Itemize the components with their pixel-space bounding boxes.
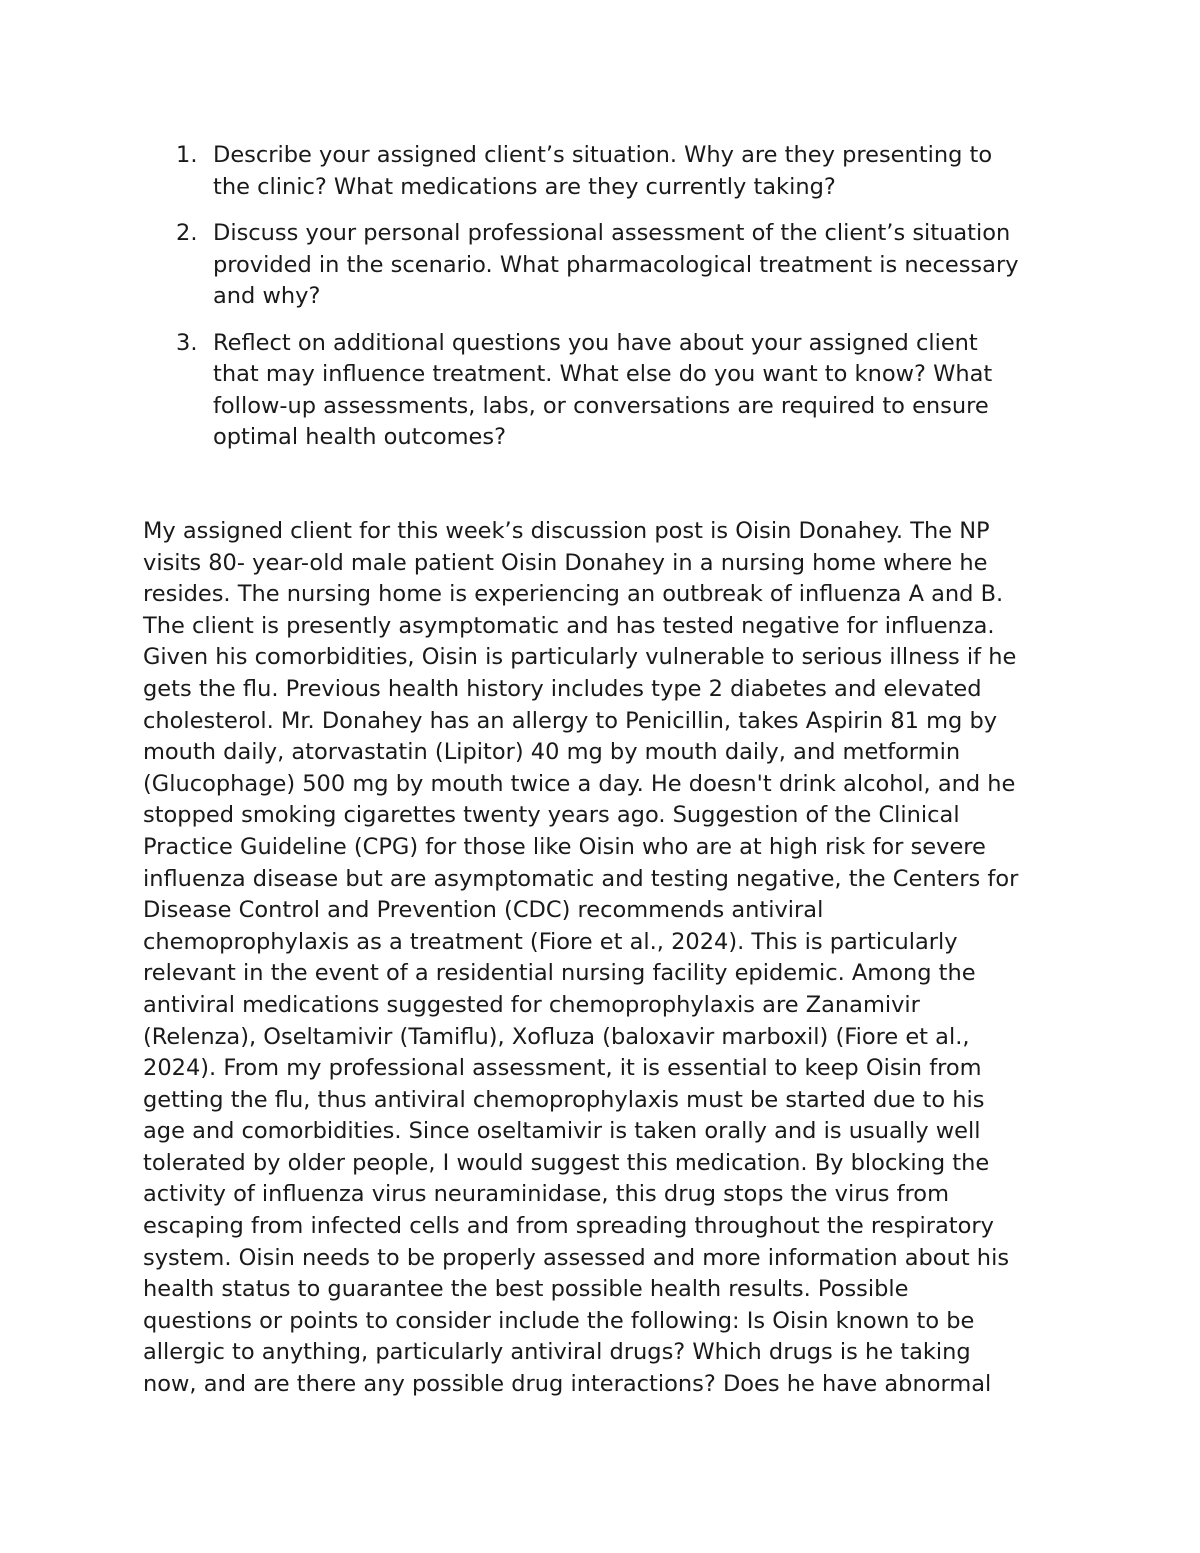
- text-line: Describe your assigned client’s situation. Why are they presenting to: [213, 142, 993, 168]
- question-text: [213, 140, 1076, 203]
- paragraph-line: The client is presently asymptomatic and has tested negative for influenza.: [143, 612, 995, 639]
- question-list: [176, 140, 1076, 469]
- paragraph-line: chemoprophylaxis as a treatment (Fiore et al., 2024). This is particularly: [143, 928, 958, 955]
- paragraph-line: My assigned client for this week’s discussion post is Oisin Donahey. The NP: [143, 518, 990, 544]
- paragraph-line: activity of influenza virus neuraminidase, this drug stops the virus from: [143, 1181, 949, 1208]
- paragraph-line: gets the flu. Previous health history includes type 2 diabetes and elevated: [143, 675, 982, 702]
- paragraph-line: influenza disease but are asymptomatic and testing negative, the Centers for: [143, 865, 1019, 892]
- paragraph-line: stopped smoking cigarettes twenty years ago. Suggestion of the Clinical: [143, 802, 960, 829]
- discussion-paragraph: [143, 516, 1078, 1401]
- text-line: Reflect on additional questions you have about your assigned client: [213, 329, 978, 356]
- paragraph-line: antiviral medications suggested for chemoprophylaxis are Zanamivir: [143, 991, 920, 1018]
- paragraph-line: health status to guarantee the best possible health results. Possible: [143, 1276, 909, 1303]
- question-text: [213, 328, 1076, 454]
- paragraph-line: visits 80- year-old male patient Oisin Donahey in a nursing home where he: [143, 549, 988, 576]
- question-item-1: [176, 140, 1076, 203]
- question-item-3: [176, 328, 1076, 454]
- paragraph-line: (Relenza), Oseltamivir (Tamiflu), Xofluza (baloxavir marboxil) (Fiore et al.,: [143, 1023, 970, 1050]
- paragraph-line: (Glucophage) 500 mg by mouth twice a day. He doesn't drink alcohol, and he: [143, 770, 1016, 797]
- paragraph-line: tolerated by older people, I would suggest this medication. By blocking the: [143, 1149, 990, 1176]
- paragraph-line: cholesterol. Mr. Donahey has an allergy to Penicillin, takes Aspirin 81 mg by: [143, 707, 998, 734]
- question-number: 1.: [176, 142, 198, 168]
- text-line: follow-up assessments, labs, or conversations are required to ensure: [213, 392, 989, 419]
- question-number: 2.: [176, 220, 198, 246]
- paragraph-line: resides. The nursing home is experiencing an outbreak of influenza A and B.: [143, 581, 1004, 608]
- paragraph-line: now, and are there any possible drug interactions? Does he have abnormal: [143, 1371, 992, 1398]
- question-item-2: [176, 218, 1076, 313]
- paragraph-line: age and comorbidities. Since oseltamivir is taken orally and is usually well: [143, 1118, 981, 1145]
- text-line: optimal health outcomes?: [213, 424, 507, 450]
- question-text: [213, 218, 1076, 313]
- paragraph-line: 2024). From my professional assessment, it is essential to keep Oisin from: [143, 1055, 982, 1082]
- text-line: Discuss your personal professional assessment of the client’s situation: [213, 220, 1011, 246]
- paragraph-line: Given his comorbidities, Oisin is particularly vulnerable to serious illness if he: [143, 644, 1017, 671]
- text-line: provided in the scenario. What pharmacological treatment is necessary: [213, 251, 1019, 278]
- paragraph-line: questions or points to consider include the following: Is Oisin known to be: [143, 1307, 975, 1334]
- paragraph-line: Disease Control and Prevention (CDC) recommends antiviral: [143, 897, 824, 924]
- paragraph-line: allergic to anything, particularly antiviral drugs? Which drugs is he taking: [143, 1339, 971, 1366]
- question-number: 3.: [176, 329, 198, 356]
- paragraph-line: system. Oisin needs to be properly assessed and more information about his: [143, 1244, 1010, 1271]
- paragraph-line: escaping from infected cells and from spreading throughout the respiratory: [143, 1213, 994, 1240]
- paragraph-line: mouth daily, atorvastatin (Lipitor) 40 mg by mouth daily, and metformin: [143, 739, 961, 766]
- paragraph-line: getting the flu, thus antiviral chemoprophylaxis must be started due to his: [143, 1086, 985, 1113]
- text-line: and why?: [213, 283, 321, 309]
- paragraph-line: Practice Guideline (CPG) for those like Oisin who are at high risk for severe: [143, 833, 986, 860]
- paragraph-line: relevant in the event of a residential nursing facility epidemic. Among the: [143, 960, 976, 987]
- text-line: the clinic? What medications are they currently taking?: [213, 173, 836, 200]
- text-line: that may influence treatment. What else do you want to know? What: [213, 361, 993, 387]
